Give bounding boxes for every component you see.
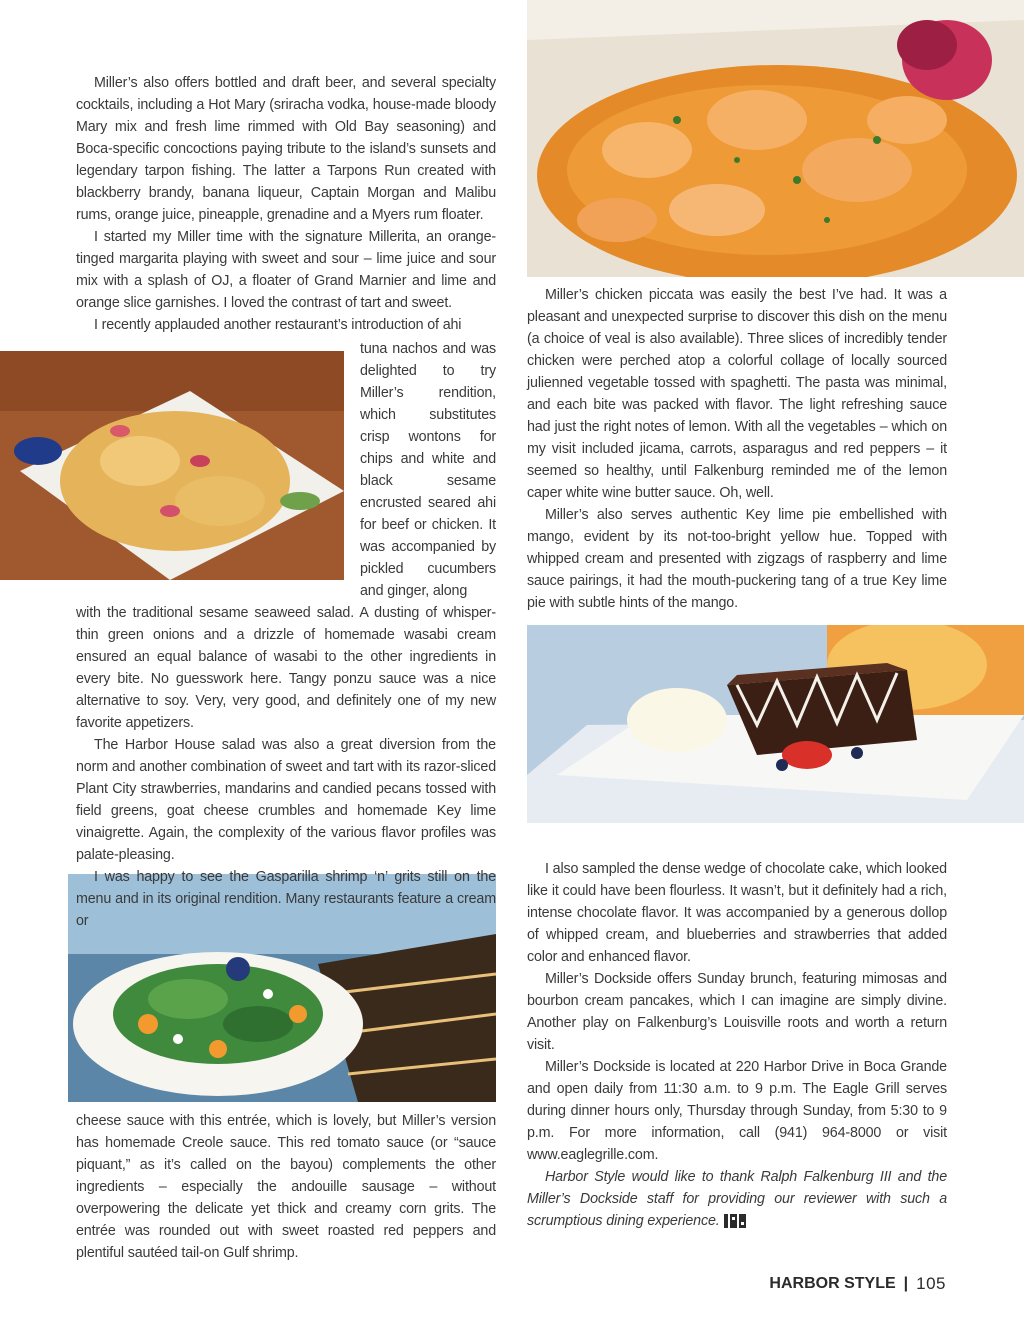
page-footer	[769, 1274, 946, 1294]
magazine-name: HARBOR STYLE	[769, 1275, 896, 1292]
paragraph-thanks	[527, 1166, 947, 1232]
ahi-nachos-photo	[0, 351, 344, 580]
paragraph-key-lime-pie: Miller’s also serves authentic Key lime pie embellished with mango, evident by its not-too-bright yellow hue. Topped with whipped cream and presented with zigzags of raspberry and lime sauce pairings, it had the mouth-puckering tang of a true Key lime pie with subtle hints of the mango.	[527, 507, 947, 611]
paragraph-harbor-house-salad: The Harbor House salad was also a great diversion from the norm and another combination of sweet and tart with its razor-sliced Plant City strawberries, mandarins and candied pecans tossed with field greens, goat cheese crumbles and homemade Key lime vinaigrette. Again, the complexity of the various flavor profiles was palate-pleasing.	[76, 737, 496, 863]
paragraph-chicken-piccata: Miller’s chicken piccata was easily the best I’ve had. It was a pleasant and unexpected surprise to discover this dish on the menu (a choice of veal is also available). Three slices of incredibly tender chicken were perched atop a colorful collage of locally sourced julienned vegetable tossed with spaghetti. The pasta was minimal, and each bite was packed with flavor. The light refreshing sauce had just the right notes of lemon. With all the vegetables – which on my visit included jicama, carrots, asparagus and red peppers – it seemed so healthy, until Falkenburg reminded me of the lemon caper white wine butter sauce. Oh, well.	[527, 287, 947, 501]
paragraph-ahi-nachos-wrap: tuna nachos and was delighted to try Miller’s rendition, which substitutes crisp wontons for chips and white and black sesame encrusted seared ahi for beef or chicken. It was accompanied by pickled cucumbers and ginger, along	[360, 341, 496, 599]
column-2-upper	[527, 284, 947, 614]
column-1-text	[76, 72, 496, 336]
paragraph-wasabi: with the traditional sesame seaweed salad. A dusting of whisper-thin green onions and a drizzle of homemade wasabi cream ensured an equal balance of wasabi to the other ingredients in every bite. No guesswork here. Tangy ponzu sauce was a nice alternative to soy. Very, very good, and definitely one of my new favorite appetizers.	[76, 605, 496, 731]
paragraph-creole-sauce: cheese sauce with this entrée, which is lovely, but Miller’s version has homemade Creole sauce. This red tomato sauce (or “sauce piquant,” as it’s called on the bayou) complements the other ingredients – especially the andouille sausage – without overpowering the delicate yet thick and creamy corn grits. The entrée was rounded out with sweet roasted red peppers and plentiful sautéed tail-on Gulf shrimp.	[76, 1113, 496, 1261]
paragraph-millerita: I started my Miller time with the signature Millerita, an orange-tinged margarita playing with sweet and sour – lime juice and sour mix with a splash of OJ, a floater of Grand Marnier and lime and orange slice garnishes. I loved the contrast of tart and sweet.	[76, 229, 496, 311]
paragraph-sunday-brunch: Miller’s Dockside offers Sunday brunch, featuring mimosas and bourbon cream pancakes, which I can imagine are simply divine. Another play on Falkenburg’s Louisville roots and worth a return visit.	[527, 971, 947, 1053]
chocolate-cake-photo	[527, 625, 1024, 823]
paragraph-shrimp-grits-intro: I was happy to see the Gasparilla shrimp ‘n’ grits still on the menu and in its original rendition. Many restaurants feature a cream or	[76, 869, 496, 929]
column-1-continued	[76, 602, 496, 932]
paragraph-chocolate-cake: I also sampled the dense wedge of chocolate cake, which looked like it could have been flourless. It wasn’t, but it definitely had a rich, intense chocolate flavor. It was accompanied by a generous dollop of whipped cream, and blueberries and strawberries that added color and enhanced flavor.	[527, 861, 947, 965]
thanks-text: Harbor Style would like to thank Ralph Falkenburg III and the Miller’s Dockside staff for providing our reviewer with such a scrumptious dining experience.	[527, 1169, 947, 1229]
paragraph-location-hours: Miller’s Dockside is located at 220 Harbor Drive in Boca Grande and open daily from 11:30 a.m. to 9 p.m. The Eagle Grill serves during dinner hours only, Thursday through Sunday, from 5:30 to 9 p.m. For more information, call (941) 964-8000 or visit www.eaglegrille.com.	[527, 1059, 947, 1163]
column-2-lower	[527, 858, 947, 1232]
shrimp-dish-photo	[527, 0, 1024, 277]
paragraph-cocktails: Miller’s also offers bottled and draft beer, and several specialty cocktails, including a Hot Mary (sriracha vodka, house-made bloody Mary mix and fresh lime rimmed with Old Bay seasoning) and Boca-specific concoctions paying tribute to the island’s sunsets and legendary tarpon fishing. The latter a Tarpons Run created with blackberry brandy, banana liqueur, Captain Morgan and Malibu rums, orange juice, pineapple, grenadine and a Myers rum floater.	[76, 75, 496, 223]
paragraph-ahi-intro: I recently applauded another restaurant’s introduction of ahi	[94, 317, 462, 333]
footer-separator: |	[903, 1275, 909, 1292]
end-of-article-mark-icon	[724, 1214, 746, 1228]
page-number: 105	[916, 1274, 946, 1293]
